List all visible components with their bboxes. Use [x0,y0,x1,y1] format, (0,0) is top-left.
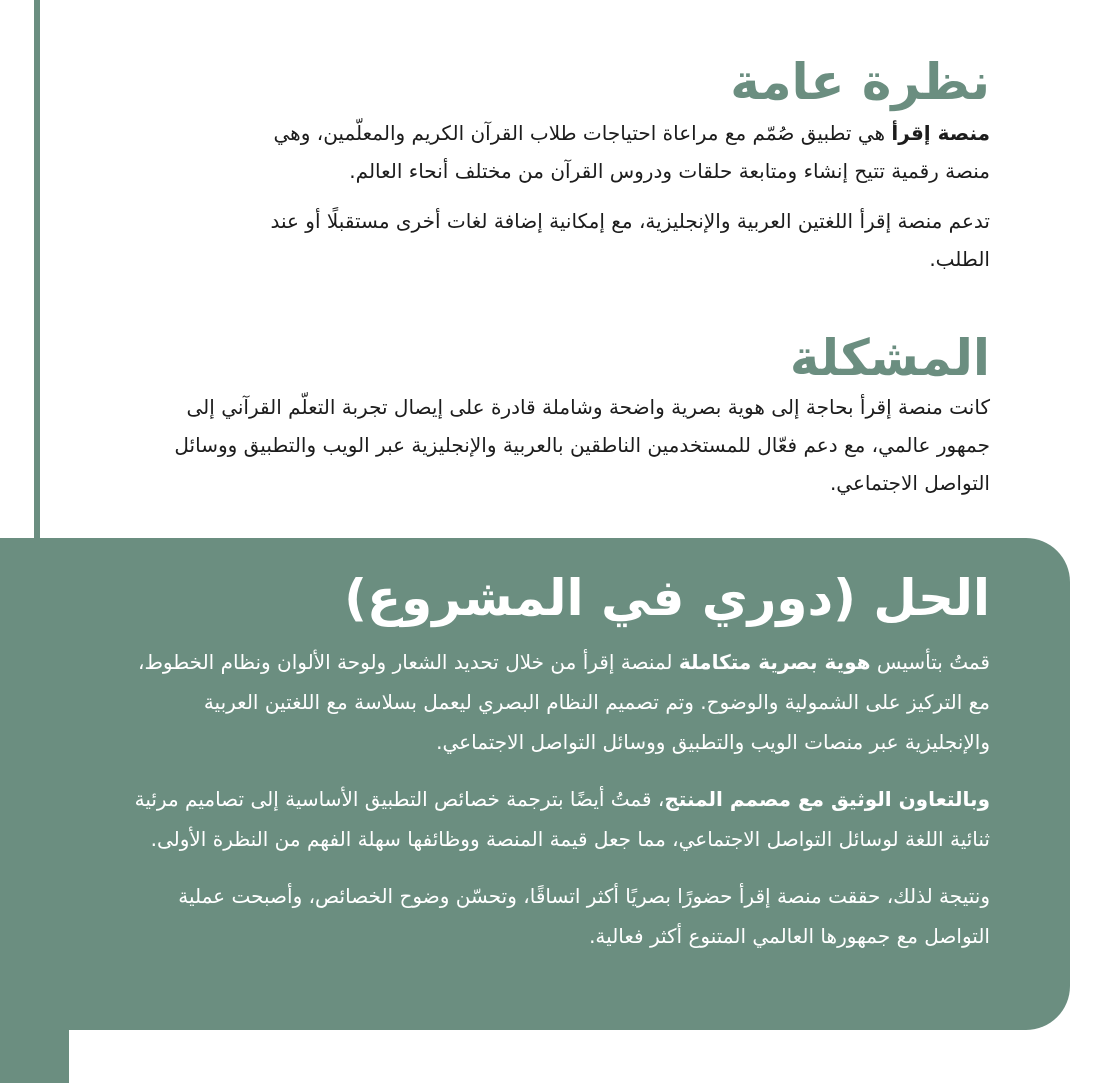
solution-paragraph-2 [130,779,990,859]
solution-paragraph-2-text: ، قمتُ أيضًا بترجمة خصائص التطبيق الأساسية إلى تصاميم مرئية ثنائية اللغة لوسائل التواصل الاجتماعي، مما جعل قيمة المنصة ووظائفها سهلة الفهم من النظرة الأولى. [134,787,990,851]
overview-heading: نظرة عامة [730,53,990,111]
solution-section [130,568,990,956]
solution-paragraph-1-intro: قمتُ بتأسيس [870,650,990,674]
solution-paragraph-1-highlight: هوية بصرية متكاملة [678,650,871,674]
overview-platform-name: منصة إقرأ [891,121,990,145]
solution-paragraph-1-text: لمنصة إقرأ من خلال تحديد الشعار ولوحة الألوان ونظام الخطوط، مع التركيز على الشمولية والوضوح. وتم تصميم النظام البصري ليعمل بسلاسة مع اللغتين العربية والإنجليزية عبر منصات الويب والتطبيق ووسائل التواصل الاجتماعي. [137,650,990,754]
solution-paragraph-3: ونتيجة لذلك، حققت منصة إقرأ حضورًا بصريًا أكثر اتساقًا، وتحسّن وضوح الخصائص، وأصبحت عملية التواصل مع جمهورها العالمي المتنوع أكثر فعالية. [178,884,990,948]
overview-section [230,52,990,278]
problem-paragraph: كانت منصة إقرأ بحاجة إلى هوية بصرية واضحة وشاملة قادرة على إيصال تجربة التعلّم القرآني إلى جمهور عالمي، مع دعم فعّال للمستخدمين الناطقين بالعربية والإنجليزية عبر الويب والتطبيق ووسائل التواصل الاجتماعي. [174,395,990,495]
solution-paragraph-1 [130,642,990,762]
problem-section [170,328,990,502]
solution-heading: الحل (دوري في المشروع) [344,569,990,627]
overview-paragraph-2: تدعم منصة إقرأ اللغتين العربية والإنجليزية، مع إمكانية إضافة لغات أخرى مستقبلًا أو عند الطلب. [270,209,990,271]
overview-paragraph-1 [230,114,990,190]
problem-heading: المشكلة [789,329,990,387]
bottom-left-accent-block [0,1020,69,1083]
left-accent-rule [34,0,40,545]
overview-paragraph-1-text: هي تطبيق صُمّم مع مراعاة احتياجات طلاب القرآن الكريم والمعلّمين، وهي منصة رقمية تتيح إنشاء ومتابعة حلقات ودروس القرآن من مختلف أنحاء العالم. [273,121,990,183]
solution-paragraph-2-highlight: وبالتعاون الوثيق مع مصمم المنتج [664,787,990,811]
